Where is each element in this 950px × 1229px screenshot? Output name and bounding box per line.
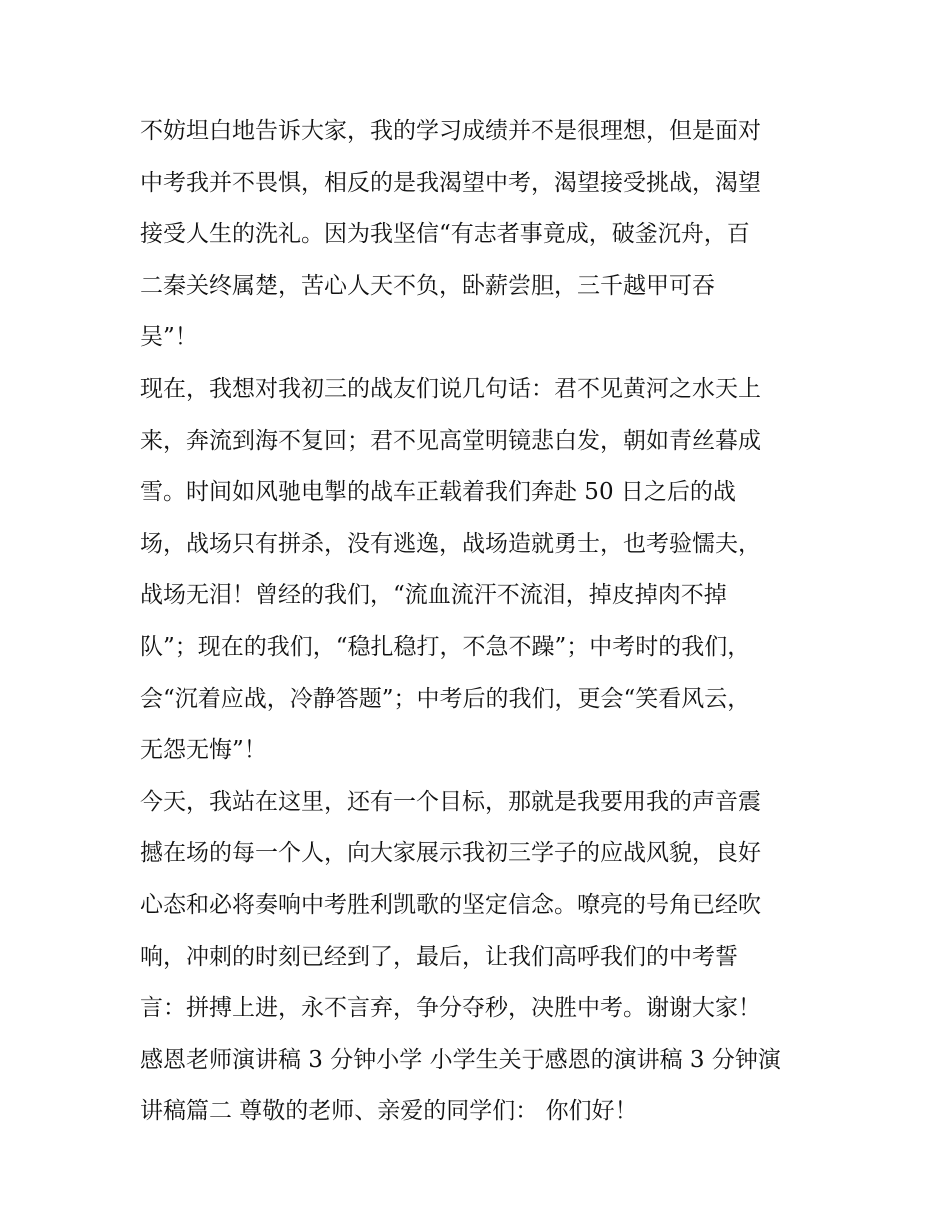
- text-line: 战场无泪！曾经的我们，“流血流汗不流泪，掉皮掉肉不掉: [140, 582, 727, 609]
- text-line: 响，冲刺的时刻已经到了，最后，让我们高呼我们的中考誓: [140, 943, 738, 970]
- text-line: 感恩老师演讲稿 3 分钟小学 小学生关于感恩的演讲稿 3 分钟演: [140, 1046, 781, 1073]
- text-line: 今天，我站在这里，还有一个目标，那就是我要用我的声音震: [140, 788, 761, 815]
- text-line: 无怨无悔”！: [140, 737, 267, 764]
- text-line: 心态和必将奏响中考胜利凯歌的坚定信念。嘹亮的号角已经吹: [140, 891, 761, 918]
- text-line: 场，战场只有拼杀，没有逃逸，战场造就勇士，也考验懦夫，: [140, 530, 761, 557]
- text-line: 讲稿篇二 尊敬的老师、亲爱的同学们： 你们好！: [140, 1098, 638, 1125]
- text-line: 不妨坦白地告诉大家，我的学习成绩并不是很理想，但是面对: [140, 118, 761, 144]
- text-line: 吴”！: [140, 324, 198, 351]
- text-line: 队”；现在的我们，“稳扎稳打，不急不躁”；中考时的我们，: [140, 633, 751, 660]
- text-line: 来，奔流到海不复回；君不见高堂明镜悲白发，朝如青丝暮成: [140, 427, 761, 454]
- text-line: 言：拼搏上进，永不言弃，争分夺秒，决胜中考。谢谢大家！: [140, 995, 761, 1022]
- text-line: 接受人生的洗礼。因为我坚信“有志者事竟成，破釜沉舟，百: [140, 221, 750, 248]
- speech-text: [140, 106, 830, 1138]
- text-line: 中考我并不畏惧，相反的是我渴望中考，渴望接受挑战，渴望: [140, 169, 761, 196]
- text-line: 现在，我想对我初三的战友们说几句话：君不见黄河之水天上: [140, 375, 761, 402]
- text-line: 二秦关终属楚，苦心人天不负，卧薪尝胆，三千越甲可吞: [140, 272, 715, 299]
- text-line: 会“沉着应战，冷静答题”；中考后的我们，更会“笑看风云，: [140, 685, 751, 712]
- text-line: 撼在场的每一个人，向大家展示我初三学子的应战风貌，良好: [140, 840, 761, 867]
- text-line: 雪。时间如风驰电掣的战车正载着我们奔赴 50 日之后的战: [140, 479, 736, 506]
